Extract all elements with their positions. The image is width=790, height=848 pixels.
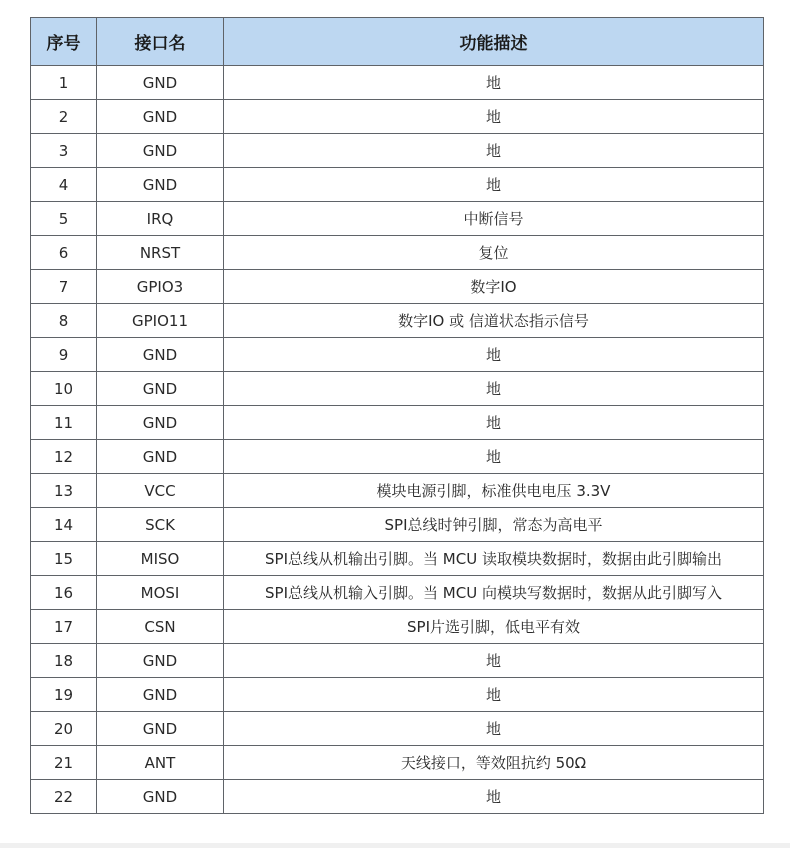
cell-interface-name: MOSI [97,576,224,610]
header-function-description: 功能描述 [224,18,764,66]
cell-function-description: SPI总线时钟引脚，常态为高电平 [224,508,764,542]
cell-serial-number: 11 [31,406,97,440]
cell-serial-number: 8 [31,304,97,338]
cell-serial-number: 19 [31,678,97,712]
cell-interface-name: GND [97,66,224,100]
table-row [31,236,764,270]
cell-serial-number: 17 [31,610,97,644]
cell-interface-name: GND [97,712,224,746]
cell-function-description: SPI总线从机输出引脚。当 MCU 读取模块数据时，数据由此引脚输出 [224,542,764,576]
cell-function-description: 地 [224,678,764,712]
cell-serial-number: 10 [31,372,97,406]
cell-serial-number: 1 [31,66,97,100]
header-row [31,18,764,66]
cell-function-description: 地 [224,100,764,134]
table-header [31,18,764,66]
table-row [31,508,764,542]
cell-interface-name: VCC [97,474,224,508]
header-serial-number: 序号 [31,18,97,66]
cell-function-description: 地 [224,406,764,440]
table-row [31,134,764,168]
table-row [31,440,764,474]
cell-function-description: 地 [224,134,764,168]
cell-serial-number: 3 [31,134,97,168]
table-row [31,780,764,814]
cell-interface-name: GND [97,338,224,372]
cell-function-description: 地 [224,712,764,746]
cell-function-description: 数字IO 或 信道状态指示信号 [224,304,764,338]
cell-interface-name: MISO [97,542,224,576]
cell-interface-name: CSN [97,610,224,644]
table-row [31,66,764,100]
table-row [31,406,764,440]
cell-interface-name: GPIO3 [97,270,224,304]
pin-description-table [30,17,764,814]
cell-interface-name: GND [97,644,224,678]
cell-function-description: 天线接口，等效阻抗约 50Ω [224,746,764,780]
bottom-divider [0,843,790,848]
cell-function-description: 地 [224,440,764,474]
cell-interface-name: IRQ [97,202,224,236]
cell-interface-name: GND [97,780,224,814]
cell-function-description: SPI总线从机输入引脚。当 MCU 向模块写数据时，数据从此引脚写入 [224,576,764,610]
cell-interface-name: GND [97,678,224,712]
table-row [31,610,764,644]
cell-interface-name: GPIO11 [97,304,224,338]
cell-interface-name: GND [97,100,224,134]
cell-interface-name: ANT [97,746,224,780]
cell-function-description: 地 [224,780,764,814]
table-row [31,746,764,780]
cell-interface-name: GND [97,372,224,406]
header-interface-name: 接口名 [97,18,224,66]
cell-interface-name: GND [97,440,224,474]
cell-serial-number: 4 [31,168,97,202]
table-row [31,678,764,712]
cell-interface-name: NRST [97,236,224,270]
cell-serial-number: 14 [31,508,97,542]
table-row [31,474,764,508]
cell-function-description: 模块电源引脚，标准供电电压 3.3V [224,474,764,508]
table-row [31,542,764,576]
cell-serial-number: 5 [31,202,97,236]
table-row [31,202,764,236]
cell-serial-number: 12 [31,440,97,474]
cell-serial-number: 18 [31,644,97,678]
cell-function-description: 复位 [224,236,764,270]
cell-interface-name: GND [97,134,224,168]
cell-serial-number: 15 [31,542,97,576]
table-row [31,100,764,134]
cell-interface-name: GND [97,406,224,440]
cell-serial-number: 9 [31,338,97,372]
cell-function-description: 地 [224,168,764,202]
cell-function-description: 地 [224,66,764,100]
cell-function-description: 地 [224,644,764,678]
table-row [31,372,764,406]
table-row [31,338,764,372]
table-row [31,712,764,746]
cell-function-description: 数字IO [224,270,764,304]
cell-serial-number: 22 [31,780,97,814]
cell-serial-number: 2 [31,100,97,134]
cell-serial-number: 13 [31,474,97,508]
table-row [31,644,764,678]
table-row [31,576,764,610]
cell-function-description: 地 [224,338,764,372]
cell-function-description: 中断信号 [224,202,764,236]
table-row [31,168,764,202]
cell-interface-name: GND [97,168,224,202]
cell-serial-number: 21 [31,746,97,780]
cell-serial-number: 20 [31,712,97,746]
cell-function-description: 地 [224,372,764,406]
cell-function-description: SPI片选引脚，低电平有效 [224,610,764,644]
cell-interface-name: SCK [97,508,224,542]
table-row [31,270,764,304]
table-body [31,66,764,814]
cell-serial-number: 7 [31,270,97,304]
table-row [31,304,764,338]
cell-serial-number: 16 [31,576,97,610]
cell-serial-number: 6 [31,236,97,270]
